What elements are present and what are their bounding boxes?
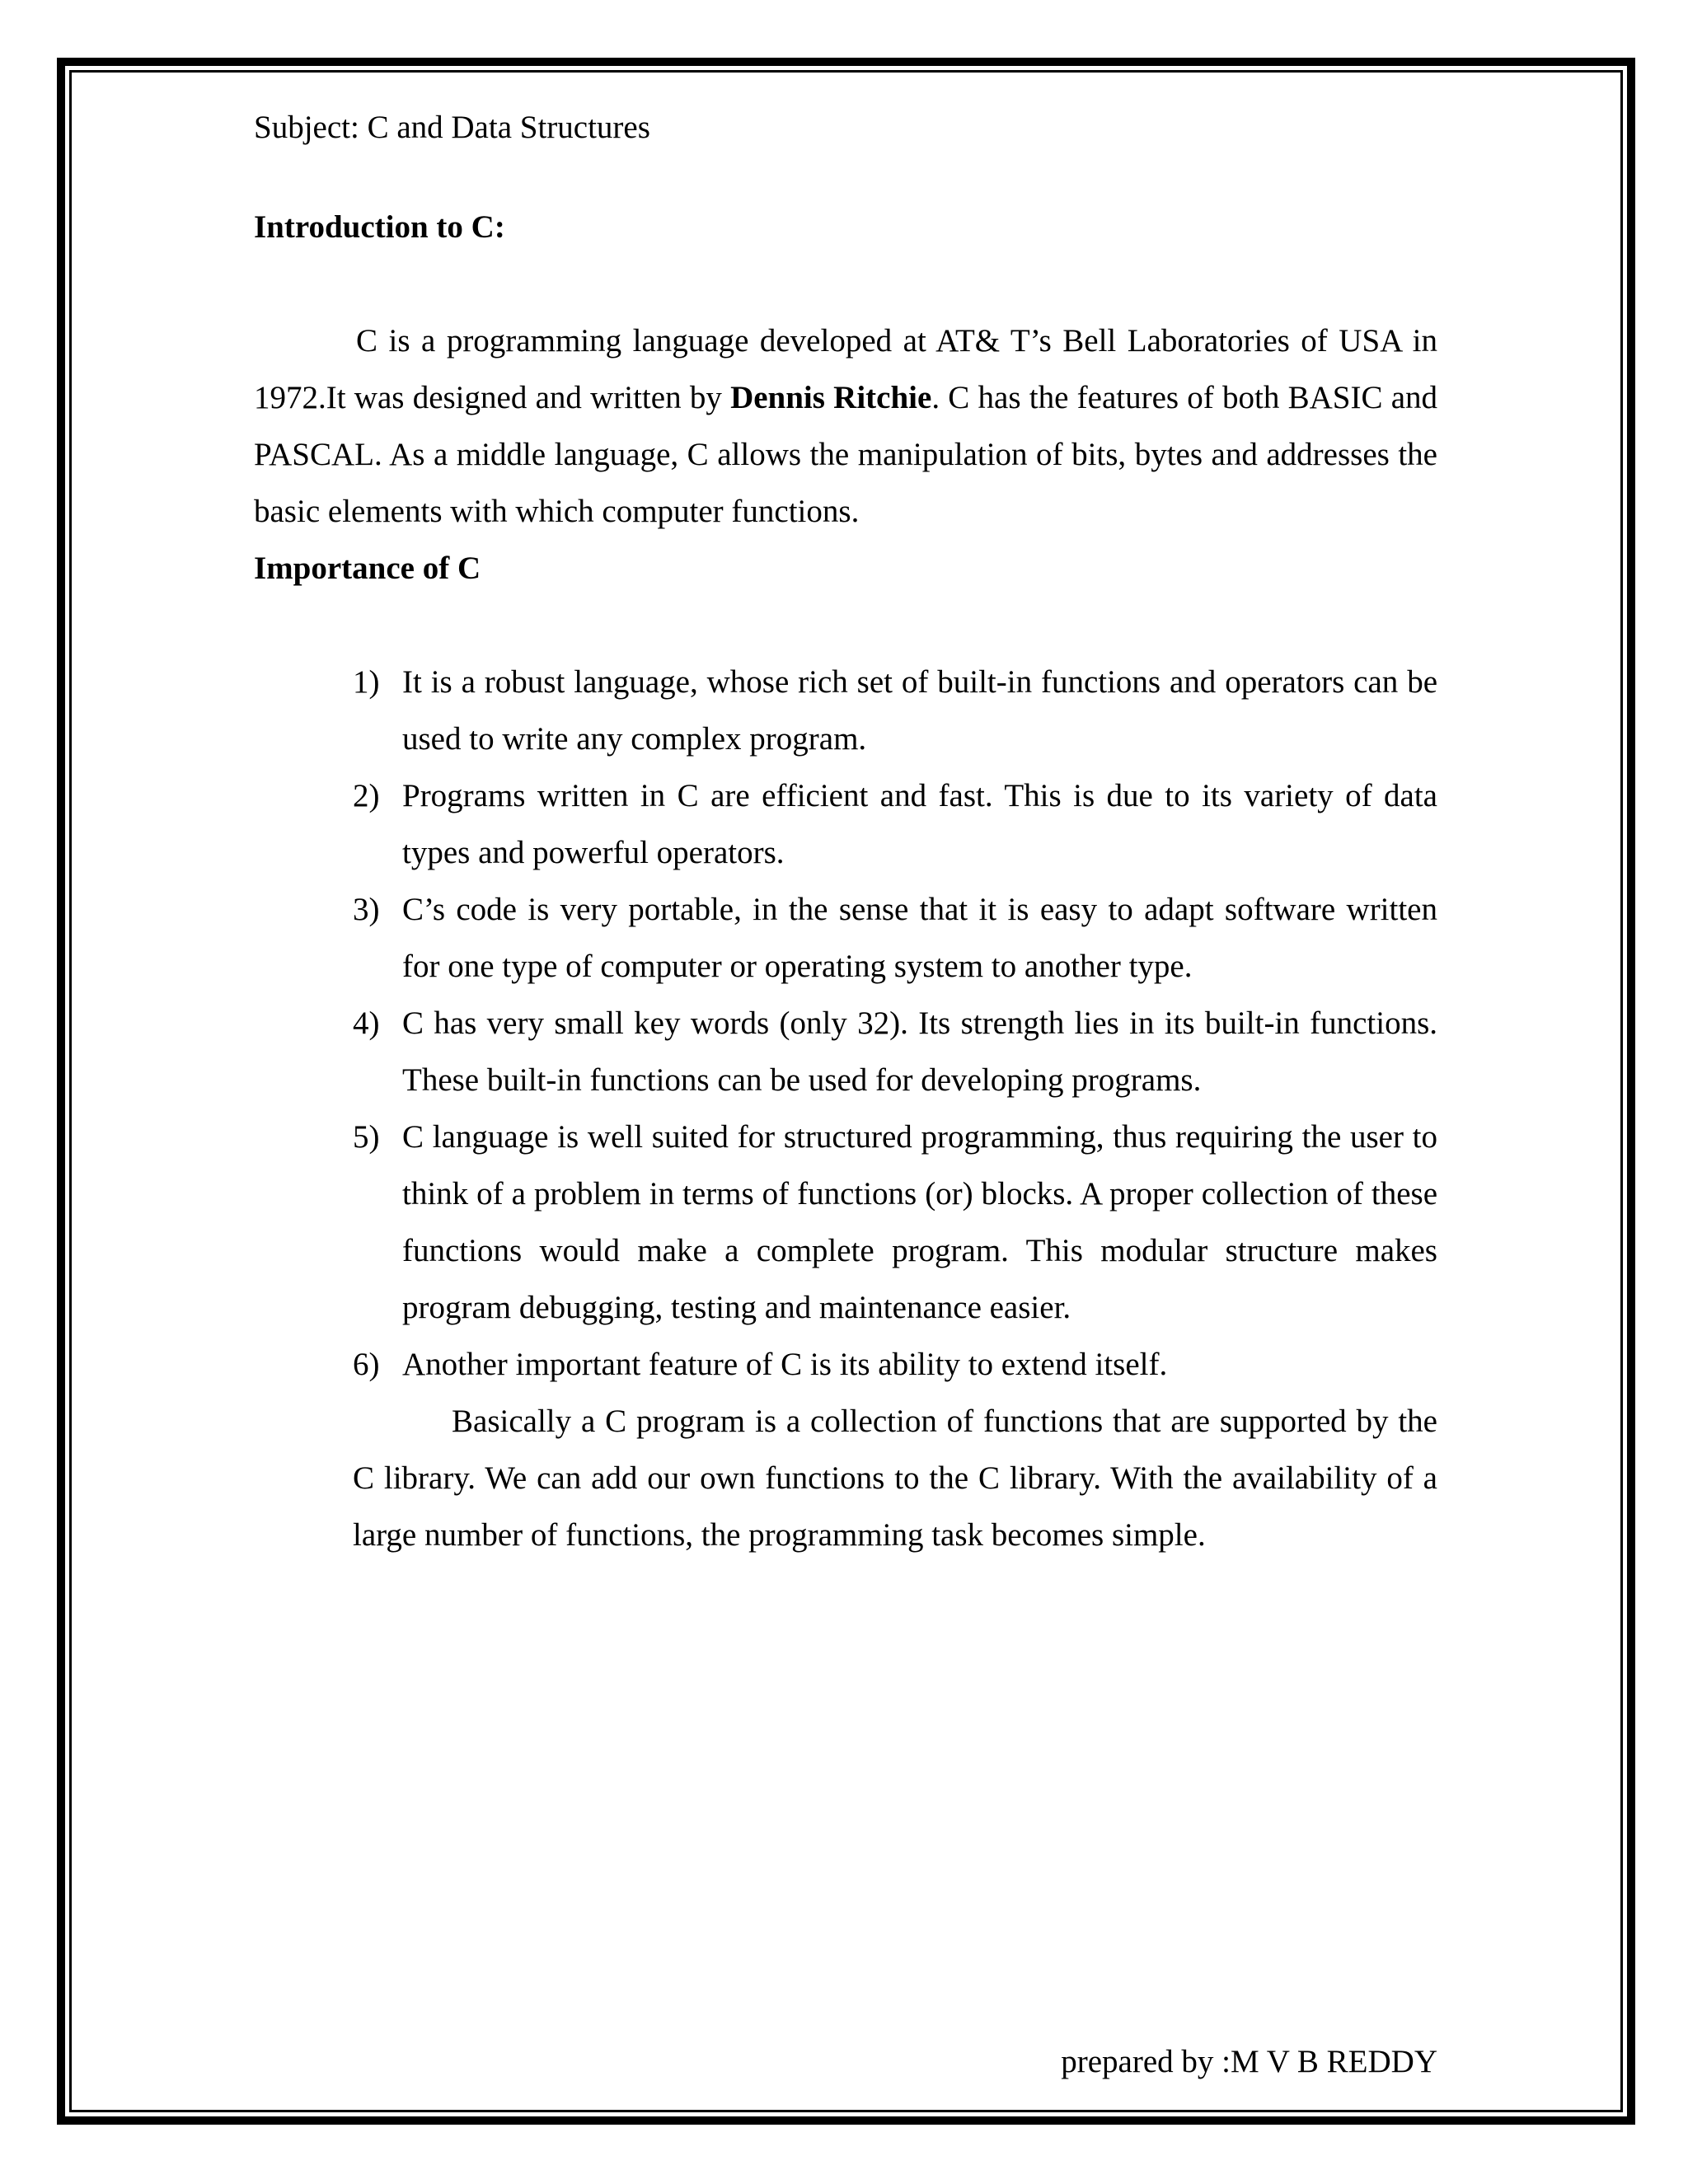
intro-text-after: . C has the features of both BASIC and PASCAL. As a middle language, C allows the manipulation of bits, bytes and addresses the basic elements with which computer functions. bbox=[254, 380, 1438, 529]
prepared-by-footer: prepared by :M V B REDDY bbox=[1061, 2044, 1437, 2079]
list-item-text: C has very small key words (only 32). Its strength lies in its built-in functions. These built-in functions can be used for developing programs. bbox=[402, 1005, 1437, 1098]
list-item-number: 4) bbox=[353, 1005, 380, 1041]
list-item-number: 1) bbox=[353, 664, 380, 700]
list-item-text: Another important feature of C is its ability to extend itself. bbox=[402, 1347, 1168, 1382]
closing-paragraph: Basically a C program is a collection of functions that are supported by the C library. We can add our own functions to the C library. With the availability of a large number of functions, the programming task becomes simple. bbox=[353, 1404, 1437, 1553]
list-item bbox=[254, 1108, 1437, 1336]
subject-line: Subject: C and Data Structures bbox=[254, 110, 650, 145]
intro-text-before: C is a programming language developed at AT& T’s Bell Laboratories of USA in 1972.It was designed and written by bbox=[254, 323, 1437, 415]
list-item bbox=[254, 1336, 1437, 1393]
list-item-number: 6) bbox=[353, 1347, 380, 1382]
list-item-number: 5) bbox=[353, 1119, 380, 1155]
list-item-text: It is a robust language, whose rich set of built-in functions and operators can be used to write any complex program. bbox=[402, 664, 1437, 757]
list-item bbox=[254, 654, 1437, 767]
list-item bbox=[254, 767, 1437, 881]
list-item bbox=[254, 995, 1437, 1108]
list-item-text: C’s code is very portable, in the sense that it is easy to adapt software written for one type of computer or operating system to another type. bbox=[402, 892, 1437, 984]
intro-heading: Introduction to C: bbox=[254, 209, 505, 245]
intro-paragraph bbox=[254, 312, 1437, 540]
list-item-text: Programs written in C are efficient and fast. This is due to its variety of data types and powerful operators. bbox=[402, 778, 1437, 870]
importance-list bbox=[254, 654, 1437, 1393]
document-body bbox=[254, 99, 1437, 1563]
importance-heading: Importance of C bbox=[254, 551, 481, 586]
author-name: Dennis Ritchie bbox=[730, 380, 932, 415]
list-item-text: C language is well suited for structured programming, thus requiring the user to think of a problem in terms of functions (or) blocks. A proper collection of these functions would make a complete program. This modular structure makes program debugging, testing and maintenance easier. bbox=[402, 1119, 1437, 1325]
list-item-number: 3) bbox=[353, 892, 380, 927]
list-item-number: 2) bbox=[353, 778, 380, 813]
list-item bbox=[254, 881, 1437, 995]
